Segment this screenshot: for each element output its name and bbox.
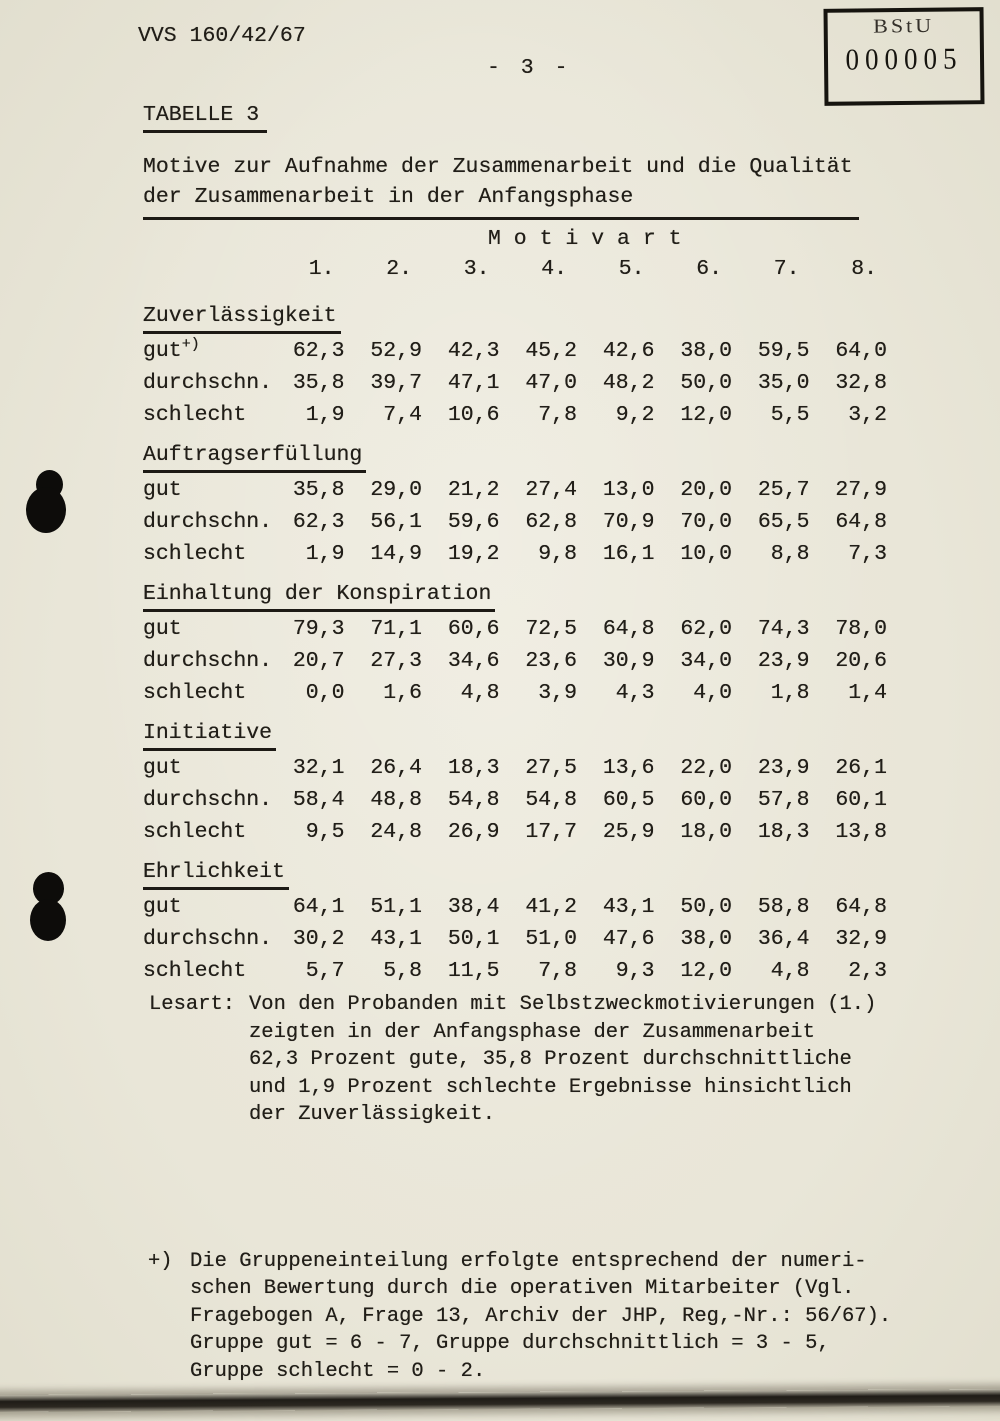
value-cell: 79,3 <box>292 617 345 641</box>
table-row <box>143 367 890 399</box>
value-cell: 0,0 <box>305 681 345 705</box>
table-row <box>143 752 890 784</box>
value-cell: 4,0 <box>693 681 732 705</box>
value-cell: 60,0 <box>680 788 732 812</box>
value-cell: 4,3 <box>615 681 655 705</box>
value-cell: 47,6 <box>602 927 655 951</box>
title-line-2: der Zusammenarbeit in der Anfangsphase <box>143 185 634 209</box>
value-cell: 32,9 <box>835 927 887 951</box>
value-cell: 12,0 <box>680 959 732 983</box>
footnote-line: Die Gruppeneinteilung erfolgte entsprechend der numeri- <box>190 1249 867 1273</box>
table-row <box>143 677 890 709</box>
row-label <box>143 335 270 367</box>
value-cell: 39,7 <box>370 371 422 395</box>
title-line-1: Motive zur Aufnahme der Zusammenarbeit und die Qualität <box>143 155 853 179</box>
table-row <box>143 816 890 848</box>
value-cell: 4,8 <box>770 959 810 983</box>
value-cell: 47,0 <box>525 371 577 395</box>
value-cell: 62,3 <box>292 339 345 363</box>
column-header: 5. <box>618 257 645 281</box>
table-group <box>143 442 890 570</box>
row-label <box>143 613 270 645</box>
value-cell: 14,9 <box>370 542 422 566</box>
value-cell: 3,2 <box>848 403 887 427</box>
value-cell: 24,8 <box>370 820 422 844</box>
lesart-line: Von den Probanden mit Selbstzweckmotivierungen (1.) <box>249 993 877 1016</box>
value-cell: 25,7 <box>757 478 810 502</box>
value-cell: 62,0 <box>680 617 732 641</box>
value-cell: 64,8 <box>835 895 887 919</box>
value-cell: 9,5 <box>305 820 345 844</box>
value-cell: 25,9 <box>602 820 655 844</box>
lesart-lines <box>149 991 1000 1129</box>
lesart-line: zeigten in der Anfangsphase der Zusammenarbeit <box>249 1020 815 1044</box>
value-cell: 7,4 <box>383 403 422 427</box>
value-cell: 10,6 <box>447 403 500 427</box>
value-cell: 5,5 <box>770 403 810 427</box>
table-row <box>143 891 890 923</box>
table-groups <box>143 303 890 998</box>
value-cell: 23,6 <box>525 649 577 673</box>
value-cell: 64,8 <box>835 510 887 534</box>
value-cell: 51,1 <box>370 895 422 919</box>
value-cell: 34,0 <box>680 649 732 673</box>
row-label <box>143 645 273 677</box>
row-label <box>143 891 270 923</box>
row-label-text: gut <box>143 478 182 502</box>
value-cell: 36,4 <box>757 927 810 951</box>
table-row <box>143 538 890 570</box>
stamp-page-counter: 000005 <box>845 41 963 77</box>
value-cell: 1,9 <box>305 542 345 566</box>
column-header: 3. <box>463 257 490 281</box>
value-cell: 59,5 <box>757 339 810 363</box>
row-label <box>143 538 270 570</box>
value-cell: 59,6 <box>447 510 500 534</box>
value-cell: 30,9 <box>602 649 655 673</box>
table-group <box>143 720 890 848</box>
group-title: Zuverlässigkeit <box>143 303 341 334</box>
row-label-text: durchschn. <box>143 927 273 951</box>
value-cell: 3,9 <box>538 681 577 705</box>
row-label <box>143 923 273 955</box>
table-column-headers <box>270 257 890 281</box>
value-cell: 38,0 <box>680 927 732 951</box>
page-bottom-edge <box>0 1389 1000 1412</box>
value-cell: 7,8 <box>538 959 577 983</box>
value-cell: 23,9 <box>757 756 810 780</box>
value-cell: 74,3 <box>757 617 810 641</box>
table-row <box>143 784 890 816</box>
value-cell: 21,2 <box>447 478 500 502</box>
table-row <box>143 923 890 955</box>
page-number: - 3 - <box>487 56 572 80</box>
value-cell: 38,0 <box>680 339 732 363</box>
value-cell: 42,3 <box>447 339 500 363</box>
footnote-marker: +) <box>148 1249 173 1273</box>
row-label-text: durchschn. <box>143 510 273 534</box>
value-cell: 41,2 <box>525 895 577 919</box>
row-label-text: gut <box>143 895 182 919</box>
value-cell: 8,8 <box>770 542 810 566</box>
group-title: Ehrlichkeit <box>143 859 289 890</box>
row-label-text: durchschn. <box>143 371 273 395</box>
value-cell: 10,0 <box>680 542 732 566</box>
lesart-label: Lesart: <box>149 993 236 1016</box>
value-cell: 62,8 <box>525 510 577 534</box>
value-cell: 72,5 <box>525 617 577 641</box>
value-cell: 17,7 <box>525 820 577 844</box>
row-label-text: schlecht <box>143 681 247 705</box>
value-cell: 9,2 <box>615 403 655 427</box>
group-title: Einhaltung der Konspiration <box>143 581 495 612</box>
value-cell: 1,6 <box>383 681 422 705</box>
bstu-stamp <box>823 7 984 106</box>
column-header: 1. <box>308 257 335 281</box>
row-label-text: gut <box>143 339 182 363</box>
value-cell: 54,8 <box>525 788 577 812</box>
value-cell: 9,3 <box>615 959 655 983</box>
table-label: TABELLE 3 <box>143 103 267 133</box>
value-cell: 51,0 <box>525 927 577 951</box>
value-cell: 30,2 <box>292 927 345 951</box>
value-cell: 60,6 <box>447 617 500 641</box>
column-header: 6. <box>696 257 722 281</box>
column-header: 4. <box>541 257 567 281</box>
value-cell: 13,0 <box>602 478 655 502</box>
column-header: 7. <box>773 257 800 281</box>
value-cell: 27,9 <box>835 478 887 502</box>
value-cell: 18,0 <box>680 820 732 844</box>
value-cell: 58,8 <box>757 895 810 919</box>
value-cell: 32,8 <box>835 371 887 395</box>
value-cell: 64,0 <box>835 339 887 363</box>
row-label-text: schlecht <box>143 959 247 983</box>
footnote <box>148 1248 1000 1386</box>
value-cell: 32,1 <box>292 756 345 780</box>
row-label <box>143 399 270 431</box>
value-cell: 62,3 <box>292 510 345 534</box>
value-cell: 42,6 <box>602 339 655 363</box>
value-cell: 70,9 <box>602 510 655 534</box>
footnote-line: Gruppe gut = 6 - 7, Gruppe durchschnittlich = 3 - 5, <box>190 1332 830 1355</box>
row-label <box>143 506 273 538</box>
value-cell: 20,0 <box>680 478 732 502</box>
value-cell: 47,1 <box>447 371 500 395</box>
column-header: 8. <box>851 257 877 281</box>
row-label <box>143 955 270 987</box>
footnote-line: schen Bewertung durch die operativen Mitarbeiter (Vgl. <box>190 1277 855 1300</box>
value-cell: 16,1 <box>602 542 655 566</box>
value-cell: 22,0 <box>680 756 732 780</box>
value-cell: 56,1 <box>370 510 422 534</box>
value-cell: 26,4 <box>370 756 422 780</box>
footnote-line: Fragebogen A, Frage 13, Archiv der JHP, Reg,-Nr.: 56/67). <box>190 1304 892 1328</box>
value-cell: 11,5 <box>447 959 500 983</box>
value-cell: 27,4 <box>525 478 577 502</box>
value-cell: 26,9 <box>447 820 500 844</box>
value-cell: 7,8 <box>538 403 577 427</box>
row-label-text: gut <box>143 756 182 780</box>
value-cell: 18,3 <box>447 756 500 780</box>
value-cell: 20,6 <box>835 649 887 673</box>
value-cell: 34,6 <box>447 649 500 673</box>
value-cell: 26,1 <box>835 756 887 780</box>
row-label <box>143 677 270 709</box>
table-row <box>143 613 890 645</box>
value-cell: 27,5 <box>525 756 577 780</box>
value-cell: 70,0 <box>680 510 732 534</box>
value-cell: 43,1 <box>370 927 422 951</box>
value-cell: 13,8 <box>835 820 887 844</box>
value-cell: 1,4 <box>848 681 887 705</box>
row-label <box>143 367 273 399</box>
lesart-note <box>149 991 1000 1129</box>
value-cell: 23,9 <box>757 649 810 673</box>
value-cell: 50,0 <box>680 371 732 395</box>
value-cell: 18,3 <box>757 820 810 844</box>
value-cell: 52,9 <box>370 339 422 363</box>
value-cell: 35,0 <box>757 371 810 395</box>
value-cell: 29,0 <box>370 478 422 502</box>
value-cell: 4,8 <box>460 681 500 705</box>
table-row <box>143 645 890 677</box>
row-label-text: durchschn. <box>143 649 273 673</box>
footnote-line: Gruppe schlecht = 0 - 2. <box>190 1359 486 1383</box>
value-cell: 2,3 <box>848 959 887 983</box>
value-cell: 58,4 <box>292 788 345 812</box>
value-cell: 19,2 <box>447 542 500 566</box>
row-label-superscript: +) <box>181 335 200 353</box>
value-cell: 1,8 <box>770 681 810 705</box>
row-label-text: schlecht <box>143 403 247 427</box>
value-cell: 60,1 <box>835 788 887 812</box>
value-cell: 64,8 <box>602 617 655 641</box>
value-cell: 48,2 <box>602 371 655 395</box>
value-cell: 20,7 <box>292 649 345 673</box>
lesart-line: der Zuverlässigkeit. <box>249 1103 496 1126</box>
table-group <box>143 859 890 987</box>
row-label-text: schlecht <box>143 542 247 566</box>
table-row <box>143 474 890 506</box>
value-cell: 43,1 <box>602 895 655 919</box>
table-group <box>143 581 890 709</box>
value-cell: 54,8 <box>447 788 500 812</box>
column-group-header: M o t i v a r t <box>488 227 682 251</box>
value-cell: 50,0 <box>680 895 732 919</box>
stamp-org-label: BStU <box>873 13 935 38</box>
value-cell: 65,5 <box>757 510 810 534</box>
value-cell: 45,2 <box>525 339 577 363</box>
document-reference: VVS 160/42/67 <box>138 24 306 48</box>
value-cell: 13,6 <box>602 756 655 780</box>
value-cell: 7,3 <box>848 542 887 566</box>
value-cell: 60,5 <box>602 788 655 812</box>
lesart-line: 62,3 Prozent gute, 35,8 Prozent durchschnittliche <box>249 1048 852 1071</box>
column-header: 2. <box>386 257 412 281</box>
row-label <box>143 474 270 506</box>
value-cell: 78,0 <box>835 617 887 641</box>
value-cell: 64,1 <box>292 895 345 919</box>
lesart-line: und 1,9 Prozent schlechte Ergebnisse hinsichtlich <box>249 1075 852 1099</box>
table-row <box>143 335 890 367</box>
table-row <box>143 506 890 538</box>
row-label <box>143 784 273 816</box>
row-label <box>143 752 270 784</box>
value-cell: 38,4 <box>447 895 500 919</box>
footnote-lines <box>148 1248 1000 1386</box>
value-cell: 5,8 <box>383 959 422 983</box>
value-cell: 5,7 <box>305 959 345 983</box>
value-cell: 35,8 <box>292 371 345 395</box>
value-cell: 50,1 <box>447 927 500 951</box>
group-title: Initiative <box>143 720 276 751</box>
group-title: Auftragserfüllung <box>143 442 366 473</box>
value-cell: 9,8 <box>538 542 577 566</box>
row-label-text: gut <box>143 617 182 641</box>
row-label <box>143 816 270 848</box>
ink-blot-bottom <box>26 872 70 942</box>
value-cell: 71,1 <box>370 617 422 641</box>
value-cell: 27,3 <box>370 649 422 673</box>
ink-blot-top <box>26 470 72 534</box>
row-label-text: schlecht <box>143 820 247 844</box>
table-row <box>143 399 890 431</box>
row-label-text: durchschn. <box>143 788 273 812</box>
document-title <box>143 152 859 220</box>
value-cell: 12,0 <box>680 403 732 427</box>
value-cell: 48,8 <box>370 788 422 812</box>
value-cell: 35,8 <box>292 478 345 502</box>
value-cell: 57,8 <box>757 788 810 812</box>
value-cell: 1,9 <box>305 403 345 427</box>
table-row <box>143 955 890 987</box>
table-group <box>143 303 890 431</box>
